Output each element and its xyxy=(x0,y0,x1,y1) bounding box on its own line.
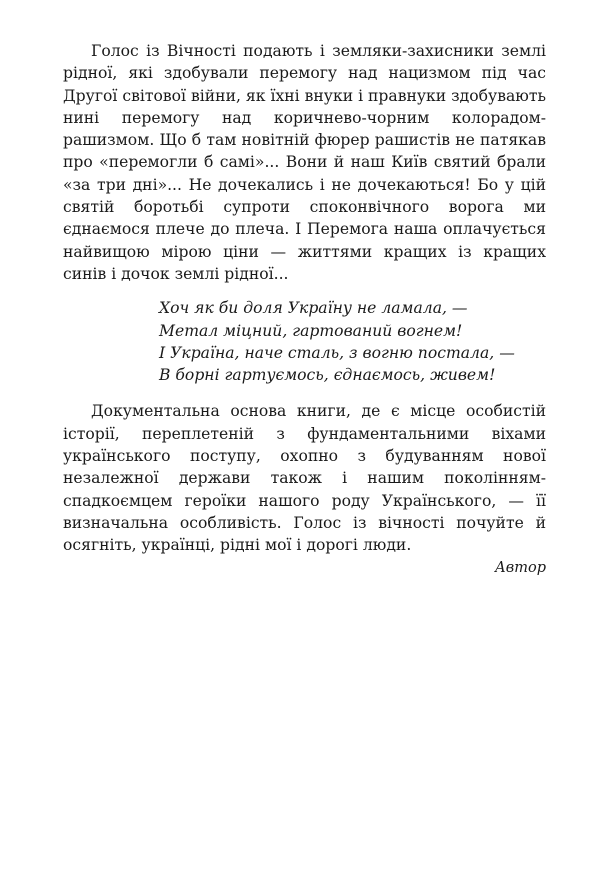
poem-line: В борні гартуємось, єднаємось, живем! xyxy=(159,366,496,385)
second-paragraph: Документальна основа книги, де є місце особистій історії, переплетеній з фундаментальними віхами українського поступу, охопно з будуванням нової незалежної держави також і нашим поколінням-спадкоємцем героїки нашого роду Українського, — її визначальна особливість. Голос із вічності почуйте й осягніть, українці, рідні мої і дорогі люди. xyxy=(63,402,546,555)
intro-paragraph: Голос із Вічності подають і земляки-захисники землі рідної, які здобували перемогу над нацизмом під час Другої світової війни, як їхні внуки і правнуки здобувають нині перемогу над коричнево-чорним колорадом-рашизмом. Що б там новітній фюрер рашистів не патякав про «перемогли б самі»... Вони й наш Київ святий брали «за три дні»... Не дочекались і не дочекаються! Бо у цій святій боротьбі супроти споконвічного ворога ми єднаємося плече до плеча. І Перемога наша оплачується найвищою мірою ціни — життями кращих із кращих синів і дочок землі рідної... xyxy=(63,42,546,283)
page-content xyxy=(63,40,546,579)
poem-stanza xyxy=(159,297,546,386)
poem-line: Метал міцний, гартований вогнем! xyxy=(159,321,463,340)
author-signature: Автор xyxy=(494,559,546,576)
poem-line: Хоч як би доля Україну не ламала, — xyxy=(159,299,468,318)
poem-line: І Україна, наче сталь, з вогню постала, — xyxy=(159,343,515,362)
